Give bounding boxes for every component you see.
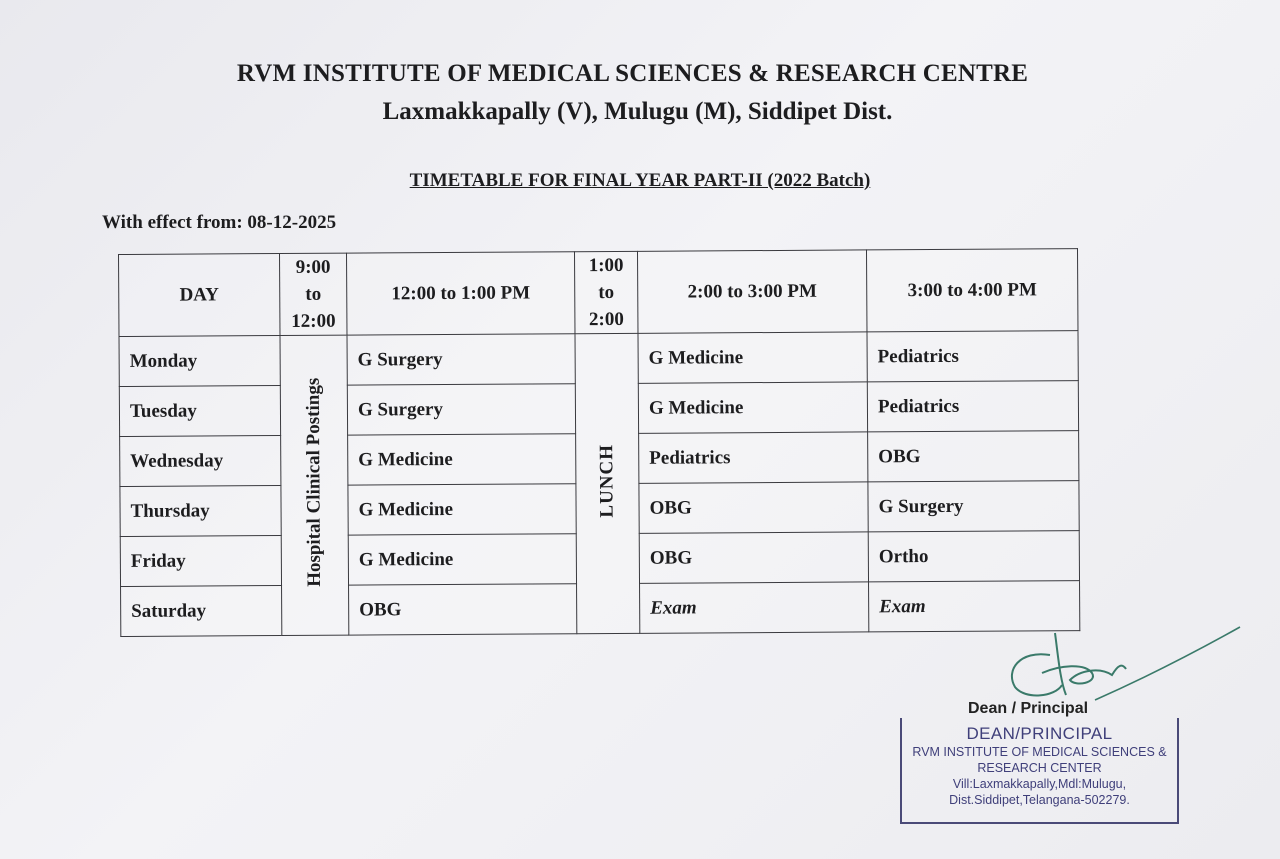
slot-2-3-cell: G Medicine — [638, 382, 867, 433]
header-day: DAY — [119, 254, 280, 337]
day-cell: Wednesday — [120, 436, 281, 487]
stamp-line-4: Dist.Siddipet,Telangana-502279. — [949, 793, 1130, 807]
header-slot-9-12-end: 12:00 — [291, 310, 336, 332]
effective-date: With effect from: 08-12-2025 — [102, 212, 337, 233]
header-slot-1-2-start: 1:00 — [588, 254, 624, 277]
slot-2-3-cell: OBG — [639, 532, 868, 583]
header-slot-9-12 — [280, 253, 347, 335]
header-slot-2-3: 2:00 to 3:00 PM — [637, 250, 866, 333]
institute-name: RVM INSTITUTE OF MEDICAL SCIENCES & RESEARCH CENTRE — [236, 60, 1029, 87]
slot-2-3-cell: Exam — [640, 582, 869, 633]
slot-3-4-cell: Ortho — [868, 531, 1079, 582]
stamp-title: DEAN/PRINCIPAL — [966, 724, 1113, 743]
dean-label: Dean / Principal — [968, 700, 1089, 717]
day-cell: Monday — [119, 336, 280, 387]
lunch-label: LUNCH — [596, 443, 618, 518]
slot-2-3-cell: OBG — [639, 482, 868, 533]
slot-3-4-cell: OBG — [868, 431, 1079, 482]
header-slot-1-2-end: 2:00 — [588, 308, 624, 331]
slot-3-4-cell: Exam — [869, 581, 1080, 632]
slot-2-3-cell: G Medicine — [638, 332, 867, 383]
header-slot-12-1: 12:00 to 1:00 PM — [346, 252, 574, 335]
timetable-title: TIMETABLE FOR FINAL YEAR PART-II (2022 Batch) — [409, 170, 871, 191]
slot-3-4-cell: Pediatrics — [867, 381, 1078, 432]
slot-2-3-cell: Pediatrics — [639, 432, 868, 483]
slot-12-1-cell: G Surgery — [347, 384, 575, 435]
slot-12-1-cell: G Medicine — [348, 434, 576, 485]
table-row — [119, 331, 1078, 387]
header-row — [119, 249, 1078, 337]
slot-12-1-cell: G Medicine — [348, 484, 576, 535]
official-stamp — [900, 718, 1179, 824]
slot-3-4-cell: G Surgery — [868, 481, 1079, 532]
slot-12-1-cell: G Medicine — [348, 534, 576, 585]
day-cell: Thursday — [120, 486, 281, 537]
stamp-line-3: Vill:Laxmakkapally,Mdl:Mulugu, — [952, 777, 1127, 791]
institute-address: Laxmakkapally (V), Mulugu (M), Siddipet Dist. — [382, 98, 893, 125]
day-cell: Saturday — [121, 586, 282, 637]
clinical-postings-cell — [280, 335, 349, 635]
stamp-line-1: RVM INSTITUTE OF MEDICAL SCIENCES & — [912, 745, 1167, 759]
slot-12-1-cell: G Surgery — [347, 334, 575, 385]
lunch-cell — [575, 333, 640, 633]
header-slot-3-4: 3:00 to 4:00 PM — [866, 249, 1077, 332]
header-slot-1-2-to: to — [598, 281, 615, 304]
header-slot-9-12-start: 9:00 — [295, 256, 331, 278]
header-slot-1-2 — [574, 251, 637, 333]
timetable — [118, 248, 1080, 637]
clinical-postings-label: Hospital Clinical Postings — [302, 377, 326, 587]
slot-12-1-cell: OBG — [349, 584, 577, 635]
slot-3-4-cell: Pediatrics — [867, 331, 1078, 382]
day-cell: Friday — [120, 536, 281, 587]
header-slot-9-12-to: to — [305, 283, 322, 305]
day-cell: Tuesday — [119, 386, 280, 437]
stamp-line-2: RESEARCH CENTER — [977, 761, 1102, 775]
